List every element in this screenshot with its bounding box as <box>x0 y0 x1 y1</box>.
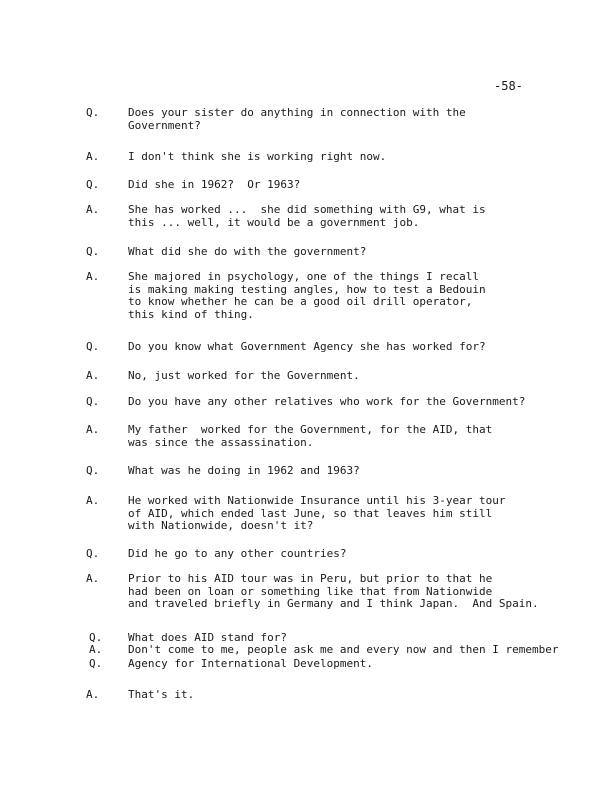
statement-line: was since the assassination. <box>128 435 314 449</box>
statement-line: I don't think she is working right now. <box>128 150 387 163</box>
statement-line: Did he go to any other countries? <box>128 547 347 560</box>
speaker-label: A. <box>89 643 103 656</box>
statement-line: Prior to his AID tour was in Peru, but prior to that he <box>128 572 493 585</box>
speaker-label: A. <box>86 688 100 701</box>
speaker-label: Q. <box>86 106 100 119</box>
statement-line: No, just worked for the Government. <box>128 369 360 382</box>
statement-line: with Nationwide, doesn't it? <box>128 519 314 532</box>
statement-line: had been on loan or something like that from Nationwide <box>128 584 493 598</box>
speaker-label: A. <box>86 369 100 382</box>
statement-text <box>128 151 608 164</box>
statement-line: Does your sister do anything in connection with the <box>128 106 466 119</box>
speaker-label: Q. <box>89 657 103 670</box>
statement-text <box>128 495 608 533</box>
statement-line: He worked with Nationwide Insurance until his 3-year tour <box>128 494 506 507</box>
statement-text <box>128 179 608 192</box>
statement-text <box>128 658 608 671</box>
statement-text <box>128 396 608 409</box>
statement-line: Don't come to me, people ask me and every now and then I remember <box>128 643 559 656</box>
speaker-label: A. <box>86 572 100 585</box>
statement-line: of AID, which ended last June, so that leaves him still <box>128 506 493 520</box>
speaker-label: A. <box>86 203 100 216</box>
statement-text <box>128 424 608 449</box>
statement-line: Do you know what Government Agency she has worked for? <box>128 340 486 353</box>
speaker-label: Q. <box>86 340 100 353</box>
statement-text <box>128 548 608 561</box>
statement-text <box>128 271 608 321</box>
speaker-label: Q. <box>86 245 100 258</box>
statement-line: She has worked ... she did something with G9, what is <box>128 203 486 216</box>
statement-text <box>128 370 608 383</box>
statement-text <box>128 107 608 132</box>
statement-line: My father worked for the Government, for the AID, that <box>128 423 493 436</box>
statement-text <box>128 573 608 611</box>
statement-line: What was he doing in 1962 and 1963? <box>128 464 360 477</box>
statement-line: is making making testing angles, how to test a Bedouin <box>128 282 486 296</box>
statement-line: this kind of thing. <box>128 307 254 321</box>
speaker-label: Q. <box>86 464 100 477</box>
statement-line: What did she do with the government? <box>128 245 367 258</box>
speaker-label: Q. <box>89 631 103 644</box>
statement-line: Do you have any other relatives who work for the Government? <box>128 395 526 408</box>
speaker-label: Q. <box>86 178 100 191</box>
statement-text <box>128 689 608 702</box>
statement-line: Did she in 1962? Or 1963? <box>128 178 301 191</box>
statement-text <box>128 341 608 354</box>
speaker-label: A. <box>86 494 100 507</box>
statement-line: this ... well, it would be a government job. <box>128 215 420 229</box>
speaker-label: Q. <box>86 547 100 560</box>
statement-line: Government? <box>128 118 201 132</box>
speaker-label: Q. <box>86 395 100 408</box>
statement-text <box>128 246 608 259</box>
statement-text <box>128 465 608 478</box>
statement-text <box>128 644 608 657</box>
speaker-label: A. <box>86 423 100 436</box>
statement-line: and traveled briefly in Germany and I think Japan. And Spain. <box>128 597 539 610</box>
statement-line: She majored in psychology, one of the things I recall <box>128 270 479 283</box>
statement-line: Agency for International Development. <box>128 657 374 670</box>
page-number: -58- <box>494 79 523 93</box>
statement-line: That's it. <box>128 688 195 701</box>
speaker-label: A. <box>86 270 100 283</box>
speaker-label: A. <box>86 150 100 163</box>
statement-text <box>128 204 608 229</box>
statement-line: What does AID stand for? <box>128 631 287 644</box>
statement-line: to know whether he can be a good oil drill operator, <box>128 295 473 308</box>
